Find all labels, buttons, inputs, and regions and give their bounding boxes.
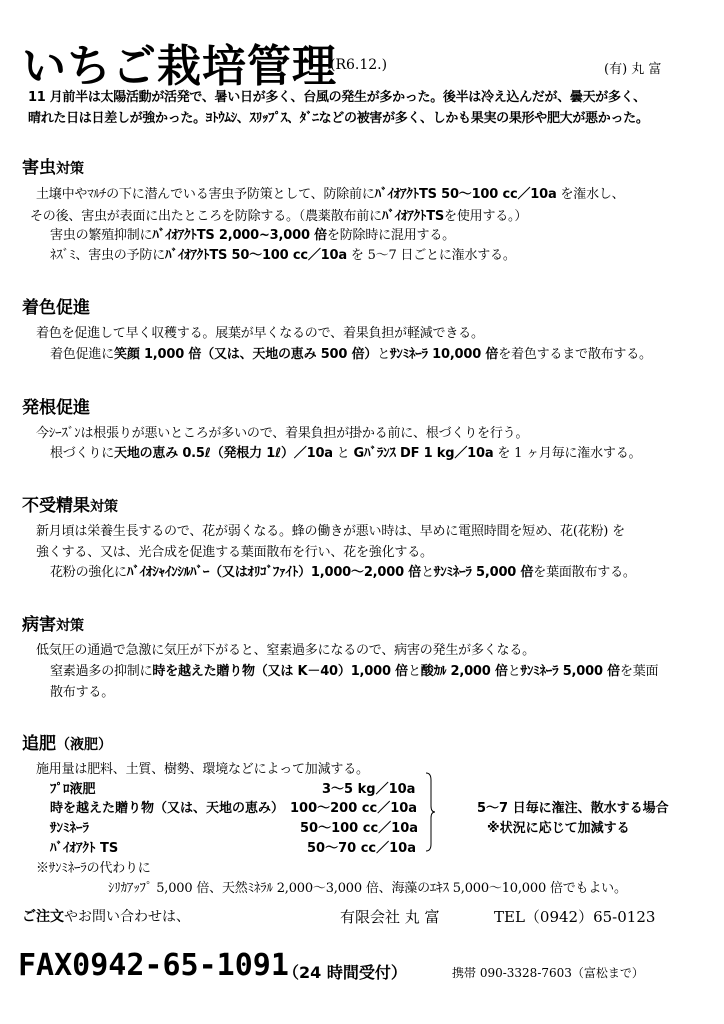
product-dose: Gﾊﾞﾗﾝｽ DF 1 kg／10a	[353, 446, 494, 461]
order-label: ご注文	[22, 909, 64, 925]
text: を 1 ヶ月毎に潅水する。	[493, 446, 642, 461]
text: と	[421, 565, 434, 580]
heading-main: 着色促進	[22, 298, 90, 318]
text: 窒素過多の抑制に	[50, 664, 153, 679]
page-title: いちご栽培管理	[22, 41, 337, 92]
text: を防除時に混用する。	[326, 228, 455, 243]
fruit-line-3	[50, 561, 636, 580]
heading-main: 害虫	[22, 158, 56, 178]
text: を 5～7 日ごとに潅水する。	[346, 248, 516, 263]
section-heading-root	[22, 393, 90, 418]
company-name-footer: 有限会社 丸 富	[340, 908, 440, 926]
product-dose: ﾊﾞｲｵｱｸﾄTS 2,000~3,000 倍	[152, 228, 327, 243]
heading-sub: （液肥）	[56, 737, 112, 753]
heading-main: 病害	[22, 615, 56, 635]
fert-row-name: ﾊﾞｲｵｱｸﾄ TS	[50, 841, 119, 856]
telephone: TEL（0942）65-0123	[494, 908, 656, 926]
product-dose: ﾊﾞｲｵｱｸﾄTS 50～100 cc／10a	[374, 187, 557, 202]
fert-row-amount: 100～200 cc／10a	[290, 801, 418, 816]
section-heading-color	[22, 293, 90, 318]
fruit-line-2: 強くする、又は、光合成を促進する葉面散布を行い、花を強化する。	[36, 545, 433, 560]
fert-line-1: 施用量は肥料、土質、樹勢、環境などによって加減する。	[36, 762, 369, 777]
product-dose: 時を越えた贈り物（又は K－40）1,000 倍	[152, 664, 408, 679]
fert-alt-line-1: ※ｻﾝﾐﾈｰﾗの代わりに	[36, 861, 151, 876]
curly-brace	[425, 772, 435, 852]
disease-line-3: 散布する。	[50, 685, 115, 700]
text: 着色促進に	[50, 347, 115, 362]
fert-row-amount: 3～5 kg／10a	[322, 782, 416, 797]
text: を葉面散布する。	[533, 565, 636, 580]
color-line-1: 着色を促進して早く収穫する。展葉が早くなるので、着果負担が軽減できる。	[36, 326, 484, 341]
pest-line-3	[50, 224, 455, 243]
fert-alt-line-2: ｼﾘｶｱｯﾌﾟ 5,000 倍、天然ﾐﾈﾗﾙ 2,000～3,000 倍、海藻のｴｷｽ 5,000～10,000 倍でもよい。	[108, 881, 627, 896]
text: ﾈｽﾞﾐ、害虫の予防に	[50, 248, 166, 263]
issue-date: (R6.12.)	[330, 57, 388, 73]
root-line-1: 今ｼｰｽﾞﾝは根張りが悪いところが多いので、着果負担が掛かる前に、根づくりを行う。	[36, 426, 529, 441]
product-dose: 酸ｶﾙ 2,000 倍	[420, 664, 508, 679]
section-heading-fruit	[22, 491, 118, 516]
fert-note-1: 5～7 日毎に潅注、散水する場合	[477, 801, 669, 816]
text: を着色するまで散布する。	[498, 347, 652, 362]
fert-row-name: 時を越えた贈り物（又は、天地の恵み）	[50, 801, 285, 816]
product-dose: ｻﾝﾐﾈｰﾗ 10,000 倍	[390, 347, 499, 362]
pest-line-2	[30, 205, 527, 224]
heading-main: 追肥	[22, 734, 56, 754]
intro-line-1: 11 月前半は太陽活動が活発で、暑い日が多く、台風の発生が多かった。後半は冷え込んだが、曇天が多く、	[28, 90, 646, 105]
fax-number: FAX0942-65-1091	[18, 948, 289, 983]
text: その後、害虫が表面に出たところを防除する。（農薬散布前に	[30, 209, 382, 224]
section-heading-fertilizer	[22, 729, 112, 754]
product-dose: 天地の恵み 0.5ℓ（発根力 1ℓ）／10a	[114, 446, 333, 461]
text: と	[407, 664, 421, 679]
order-inquiry-text	[22, 906, 190, 926]
fax-note: （24 時間受付）	[283, 963, 407, 982]
section-heading-pest	[22, 153, 84, 178]
text: を葉面	[619, 664, 659, 679]
root-line-2	[50, 442, 641, 461]
text: 根づくりに	[50, 446, 115, 461]
mobile-number: 携帯 090-3328-7603（富松まで）	[452, 966, 644, 980]
disease-line-1: 低気圧の通過で急激に気圧が下がると、窒素過多になるので、病害の発生が多くなる。	[36, 643, 535, 658]
text: 花粉の強化に	[50, 565, 127, 580]
heading-sub: 対策	[56, 618, 84, 634]
text: やお問い合わせは、	[64, 909, 190, 925]
text: と	[332, 446, 354, 461]
product-dose: ﾊﾞｲｵｼｬｲﾝｼﾙﾊﾞｰ（又はｵﾘｺﾞﾌｧｲﾄ）1,000～2,000 倍	[126, 565, 422, 580]
text: 害虫の繁殖抑制に	[50, 228, 153, 243]
fert-row-amount: 50～100 cc／10a	[300, 821, 419, 836]
fert-row-name: ﾌﾟﾛ液肥	[50, 782, 96, 797]
product-dose: ｻﾝﾐﾈｰﾗ 5,000 倍	[433, 565, 534, 580]
heading-main: 発根促進	[22, 398, 90, 418]
heading-sub: 対策	[56, 161, 84, 177]
product-name: ﾊﾞｲｵｱｸﾄTS	[381, 209, 445, 224]
fert-row-name: ｻﾝﾐﾈｰﾗ	[50, 821, 89, 836]
section-heading-disease	[22, 610, 84, 635]
pest-line-1	[36, 183, 624, 202]
heading-main: 不受精果	[22, 496, 90, 516]
product-dose: ｻﾝﾐﾈｰﾗ 5,000 倍	[520, 664, 620, 679]
text: と	[377, 347, 390, 362]
text: と	[507, 664, 521, 679]
color-line-2	[50, 343, 652, 362]
disease-line-2	[50, 660, 658, 679]
company-name-top: (有) 丸 富	[604, 62, 662, 77]
fert-note-2: ※状況に応じて加減する	[487, 821, 630, 836]
pest-line-4	[50, 244, 516, 263]
product-dose: 笑顔 1,000 倍（又は、天地の恵み 500 倍）	[114, 347, 378, 362]
heading-sub: 対策	[90, 499, 118, 515]
fert-row-amount: 50～70 cc／10a	[307, 841, 416, 856]
fruit-line-1: 新月頃は栄養生長するので、花が弱くなる。蜂の働きが悪い時は、早めに電照時間を短め、花(花粉) を	[36, 524, 625, 539]
text: 土壌中やﾏﾙﾁの下に潜んでいる害虫予防策として、防除前に	[36, 187, 375, 202]
text: を使用する。）	[444, 209, 528, 224]
product-dose: ﾊﾞｲｵｱｸﾄTS 50～100 cc／10a	[165, 248, 347, 263]
text: を潅水し、	[556, 187, 625, 202]
intro-line-2: 晴れた日は日差しが強かった。ﾖﾄｳﾑｼ、ｽﾘｯﾌﾟｽ、ﾀﾞﾆなどの被害が多く、しかも果実の果形や肥大が悪かった。	[28, 111, 649, 126]
